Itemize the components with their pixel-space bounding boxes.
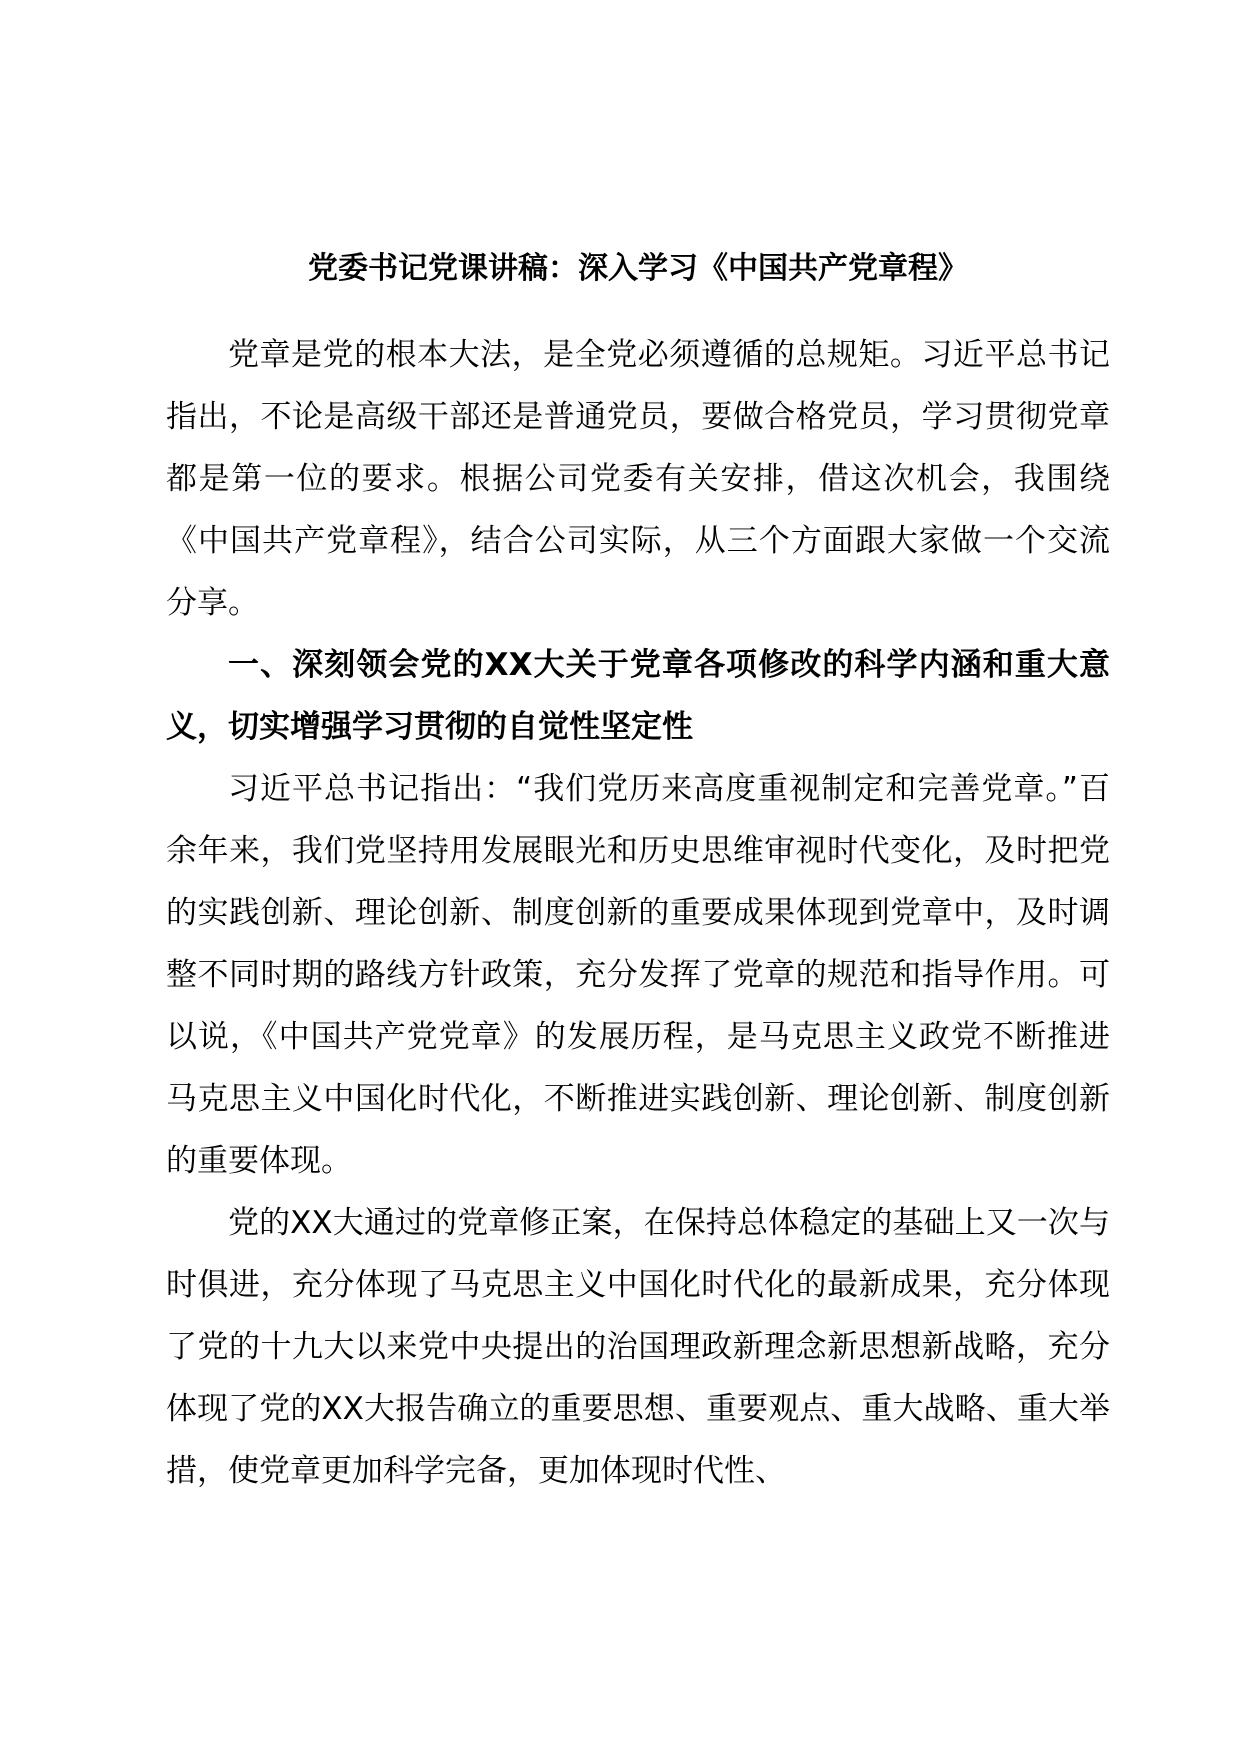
body-paragraph: 党的XX大通过的党章修正案，在保持总体稳定的基础上又一次与时俱进，充分体现了马克思主义中国化时代化的最新成果，充分体现了党的十九大以来党中央提出的治国理政新理念新思想新战略，充分体现了党的XX大报告确立的重要思想、重要观点、重大战略、重大举措，使党章更加科学完备，更加体现时代性、 bbox=[166, 1205, 1110, 1489]
intro-paragraph: 党章是党的根本大法，是全党必须遵循的总规矩。习近平总书记指出，不论是高级干部还是普通党员，要做合格党员，学习贯彻党章都是第一位的要求。根据公司党委有关安排，借这次机会，我围绕《中国共产党章程》，结合公司实际，从三个方面跟大家做一个交流分享。 bbox=[166, 337, 1110, 621]
section-1-heading: 一、深刻领会党的XX大关于党章各项修改的科学内涵和重大意义，切实增强学习贯彻的自觉性坚定性 bbox=[166, 647, 1110, 745]
document-title: 党委书记党课讲稿：深入学习《中国共产党章程》 bbox=[308, 251, 968, 286]
document-body bbox=[166, 238, 1110, 1502]
body-paragraph: 习近平总书记指出：“我们党历来高度重视制定和完善党章。”百余年来，我们党坚持用发展眼光和历史思维审视时代变化，及时把党的实践创新、理论创新、制度创新的重要成果体现到党章中，及时调整不同时期的路线方针政策，充分发挥了党章的规范和指导作用。可以说，《中国共产党党章》的发展历程，是马克思主义政党不断推进马克思主义中国化时代化，不断推进实践创新、理论创新、制度创新的重要体现。 bbox=[166, 771, 1110, 1179]
